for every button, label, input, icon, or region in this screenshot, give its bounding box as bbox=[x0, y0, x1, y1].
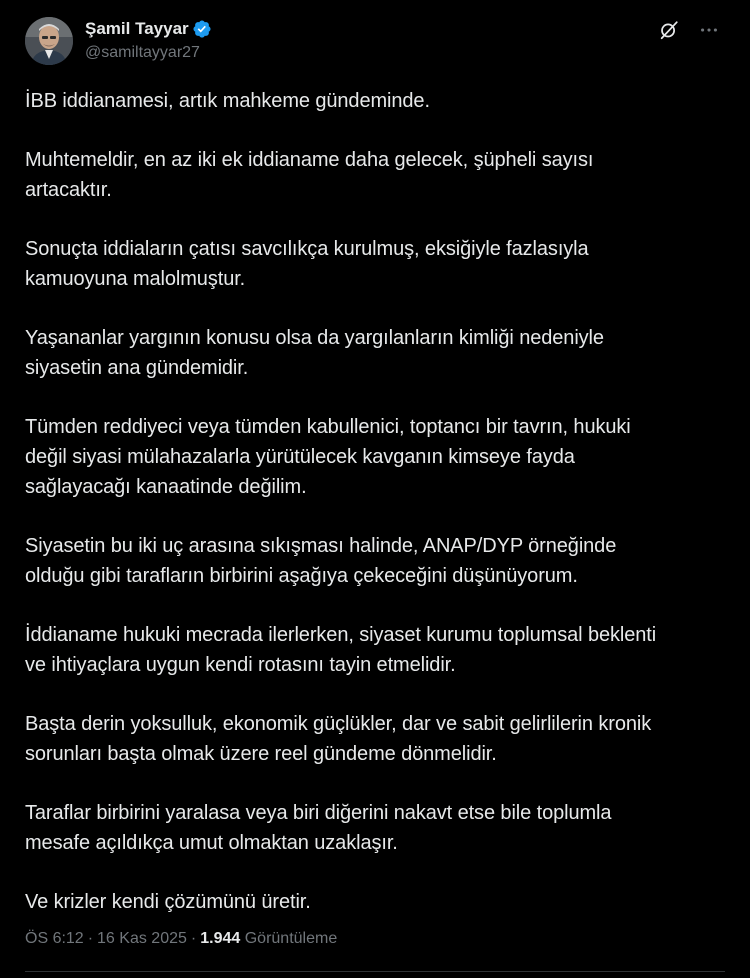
avatar-photo-icon bbox=[25, 17, 73, 65]
grok-icon[interactable] bbox=[658, 19, 680, 41]
tweet-paragraph: Siyasetin bu iki uç arasına sıkışması halinde, ANAP/DYP örneğinde olduğu gibi tarafların birbirini aşağıya çekeceğini düşünüyorum. bbox=[25, 535, 617, 587]
views-count[interactable]: 1.944 bbox=[200, 930, 241, 947]
divider bbox=[25, 971, 725, 972]
tweet-top-actions bbox=[658, 19, 720, 41]
tweet-paragraph: İddianame hukuki mecrada ilerlerken, siyaset kurumu toplumsal beklenti ve ihtiyaçlara uygun kendi rotasını tayin etmelidir. bbox=[25, 624, 657, 676]
tweet-meta bbox=[25, 928, 337, 950]
meta-separator: · bbox=[87, 930, 94, 947]
verified-badge-icon[interactable] bbox=[192, 19, 212, 39]
tweet-paragraph: Tümden reddiyeci veya tümden kabullenici, toptancı bir tavrın, hukuki değil siyasi mülahazalarla yürütülecek kavganın kimseye fayda sağlayacağı kanaatinde değilim. bbox=[25, 416, 631, 498]
more-icon[interactable] bbox=[698, 19, 720, 41]
tweet-paragraph: Sonuçta iddiaların çatısı savcılıkça kurulmuş, eksiğiyle fazlasıyla kamuoyuna malolmuştur. bbox=[25, 238, 589, 290]
tweet-paragraph: Yaşananlar yargının konusu olsa da yargılanların kimliği nedeniyle siyasetin ana gündemidir. bbox=[25, 327, 604, 379]
tweet-date[interactable]: 16 Kas 2025 bbox=[97, 930, 187, 947]
views-label[interactable]: Görüntüleme bbox=[244, 930, 338, 947]
tweet-paragraph: İBB iddianamesi, artık mahkeme gündeminde. bbox=[25, 90, 430, 112]
meta-separator: · bbox=[190, 930, 197, 947]
tweet-time[interactable]: ÖS 6:12 bbox=[25, 930, 84, 947]
avatar[interactable] bbox=[25, 17, 73, 65]
tweet-paragraph: Ve krizler kendi çözümünü üretir. bbox=[25, 891, 311, 913]
tweet-paragraph: Taraflar birbirini yaralasa veya biri diğerini nakavt etse bile toplumla mesafe açıldıkça umut olmaktan uzaklaşır. bbox=[25, 802, 612, 854]
author-block bbox=[85, 17, 212, 64]
author-name-row bbox=[85, 17, 212, 41]
author-display-name[interactable]: Şamil Tayyar bbox=[85, 19, 189, 38]
tweet-text bbox=[25, 86, 730, 946]
tweet-paragraph: Başta derin yoksulluk, ekonomik güçlükler, dar ve sabit gelirlilerin kronik sorunları başta olmak üzere reel gündeme dönmelidir. bbox=[25, 713, 652, 765]
tweet-paragraph: Muhtemeldir, en az iki ek iddianame daha gelecek, şüpheli sayısı artacaktır. bbox=[25, 149, 594, 201]
author-handle[interactable]: @samiltayyar27 bbox=[85, 44, 200, 61]
